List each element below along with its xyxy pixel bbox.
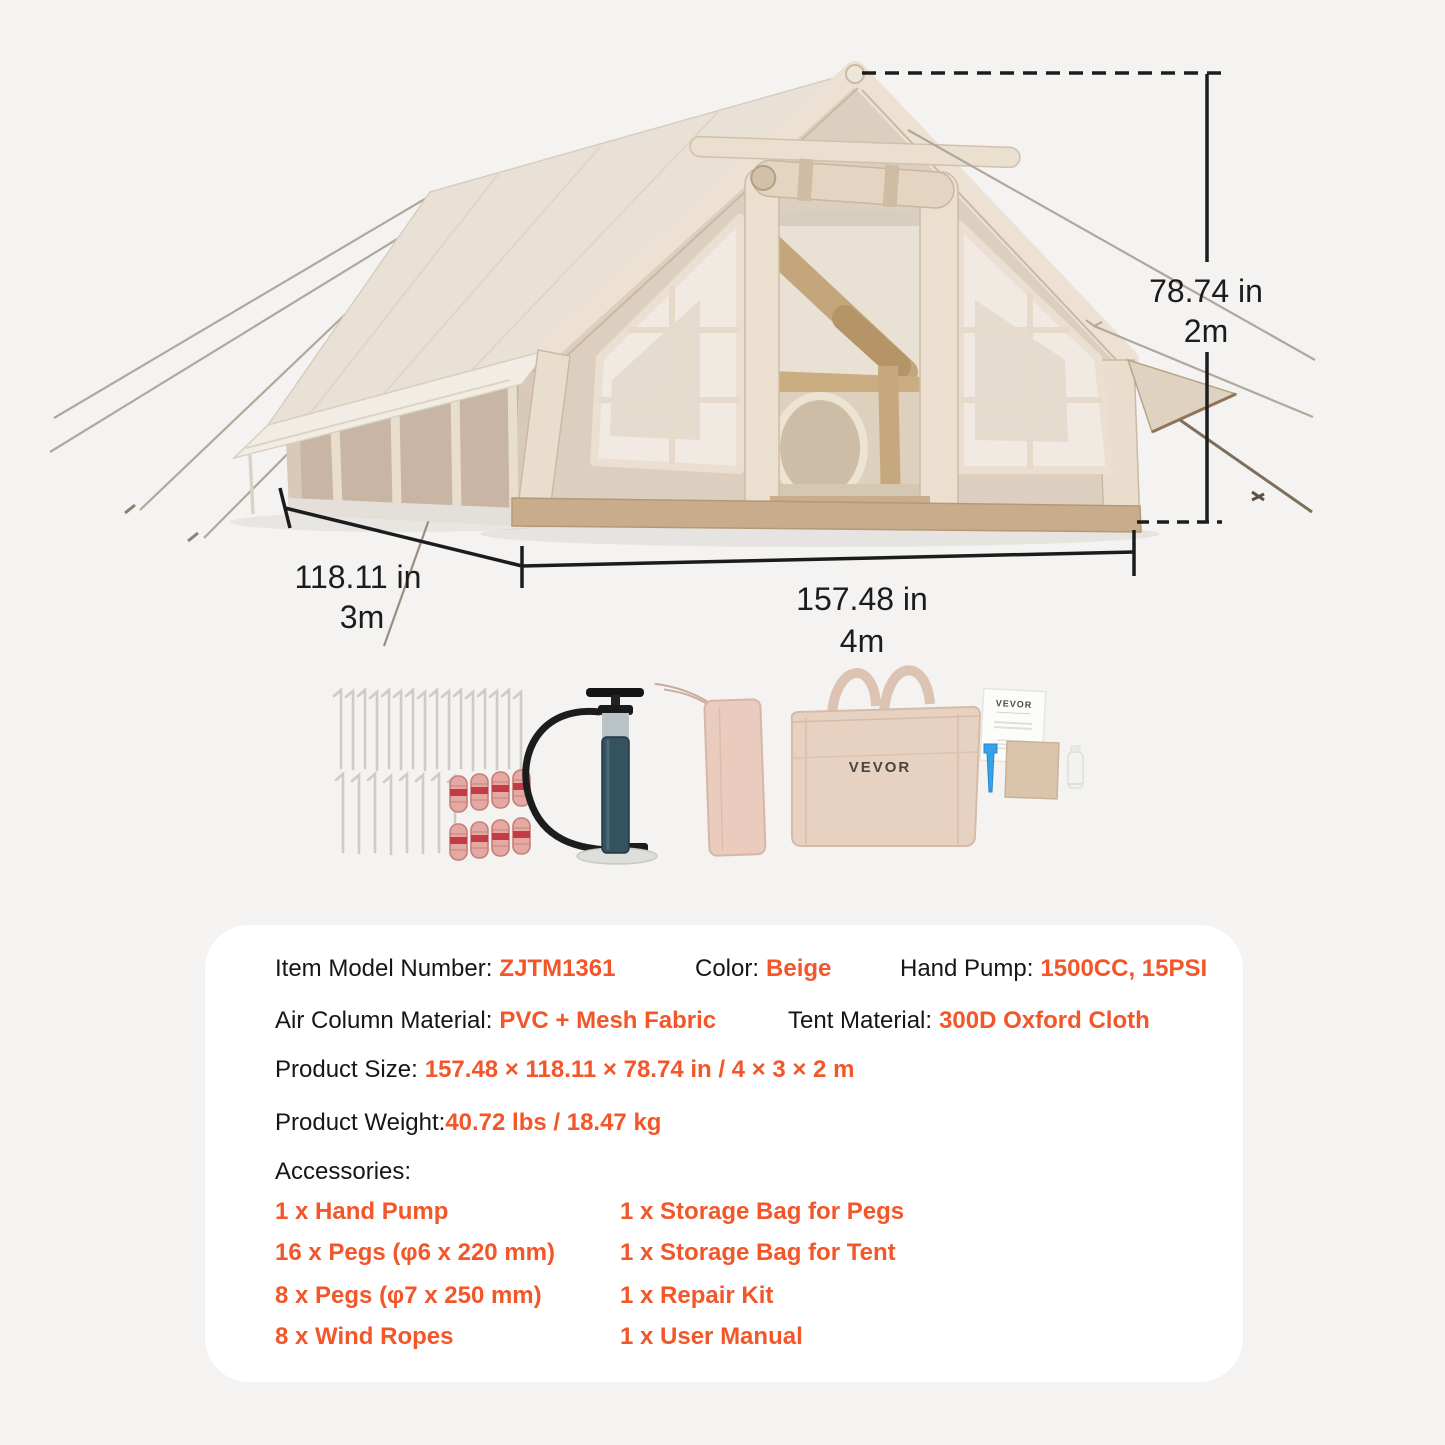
accessory-item: 1 x Storage Bag for Pegs xyxy=(620,1198,905,1225)
hand-pump xyxy=(526,688,657,864)
accessory-item: 8 x Wind Ropes xyxy=(275,1323,454,1350)
width-value-in: 157.48 in xyxy=(796,581,928,617)
awning-pole xyxy=(250,455,253,514)
pump-value: 1500CC, 15PSI xyxy=(1040,955,1208,982)
spec-row-accessories-title xyxy=(205,1157,1243,1187)
air-material-value: PVC + Mesh Fabric xyxy=(499,1007,717,1034)
accessory-item: 1 x Hand Pump xyxy=(275,1198,449,1225)
spec-row-2 xyxy=(205,1006,1243,1036)
weight-label: Product Weight: xyxy=(275,1109,446,1136)
accessories-row-1 xyxy=(205,1197,1243,1227)
air-material-label: Air Column Material: xyxy=(275,1007,493,1034)
tote-brand-text: VEVOR xyxy=(848,759,912,776)
accessory-item: 1 x User Manual xyxy=(620,1323,803,1350)
accessories-row-4 xyxy=(205,1322,1243,1352)
depth-value-m: 3m xyxy=(339,599,385,635)
wind-ropes-group xyxy=(450,770,530,860)
ridge-cap xyxy=(846,65,864,83)
tent-material-value: 300D Oxford Cloth xyxy=(939,1007,1150,1034)
tent-storage-bag xyxy=(792,670,980,846)
accessories-photo xyxy=(334,670,1083,864)
glue-tube xyxy=(1068,746,1083,788)
size-label: Product Size: xyxy=(275,1056,418,1083)
pegs-group-8 xyxy=(336,774,455,854)
height-value-m: 2m xyxy=(1183,313,1229,349)
spec-row-size xyxy=(205,1055,1243,1085)
accessory-item: 1 x Storage Bag for Tent xyxy=(620,1239,896,1266)
color-value: Beige xyxy=(766,955,832,982)
accessories-row-3 xyxy=(205,1281,1243,1311)
model-value: ZJTM1361 xyxy=(499,955,616,982)
spec-card xyxy=(205,925,1243,1382)
width-value-m: 4m xyxy=(839,623,885,659)
spec-row-weight xyxy=(205,1108,1243,1138)
depth-value-in: 118.11 in xyxy=(294,559,422,595)
spec-row-1 xyxy=(205,954,1243,984)
model-label: Item Model Number: xyxy=(275,955,493,982)
pegs-group-16 xyxy=(334,690,521,770)
accessories-label: Accessories: xyxy=(275,1158,412,1185)
dimension-width xyxy=(522,530,1134,659)
size-value: 157.48 × 118.11 × 78.74 in / 4 × 3 × 2 m xyxy=(424,1056,855,1083)
accessory-item: 1 x Repair Kit xyxy=(620,1282,774,1309)
pegs-storage-bag xyxy=(655,680,766,858)
repair-patch xyxy=(1005,741,1059,799)
valve-tool xyxy=(984,744,997,792)
accessory-item: 8 x Pegs (φ7 x 250 mm) xyxy=(275,1282,542,1309)
height-value-in: 78.74 in xyxy=(1149,273,1263,309)
tent-material-label: Tent Material: xyxy=(788,1007,933,1034)
tent-illustration xyxy=(50,65,1315,646)
color-label: Color: xyxy=(695,955,760,982)
weight-value: 40.72 lbs / 18.47 kg xyxy=(445,1109,662,1136)
accessory-item: 16 x Pegs (φ6 x 220 mm) xyxy=(275,1239,555,1266)
manual-brand-text: VEVOR xyxy=(995,698,1033,710)
pump-label: Hand Pump: xyxy=(900,955,1034,982)
accessories-row-2 xyxy=(205,1238,1243,1268)
